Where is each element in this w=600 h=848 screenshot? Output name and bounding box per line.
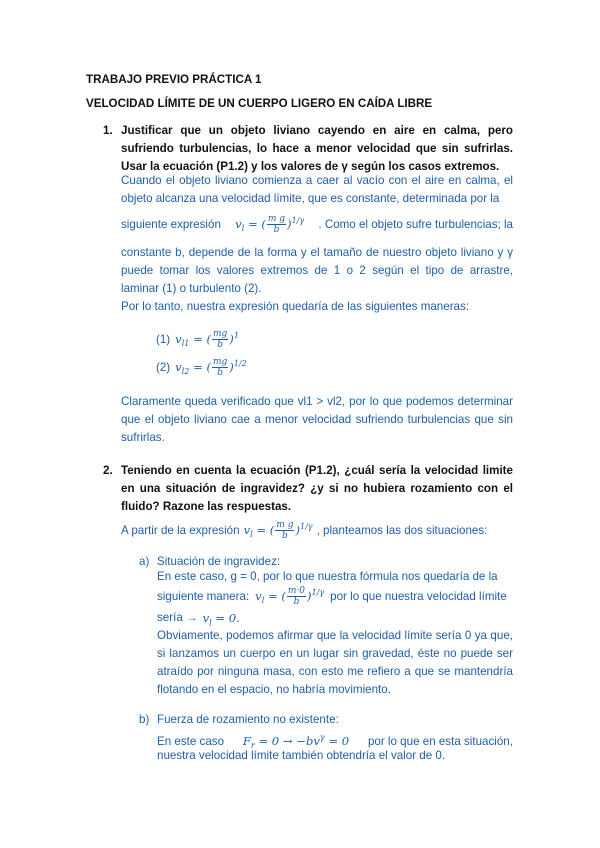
formula-velocity-limit-2: $v_l$ = ( $\frac{\text{m g}}{b}$ )$^{1/\gamma}$ xyxy=(243,520,313,542)
case-a-line-2-pre: siguiente manera: xyxy=(157,590,250,603)
question-2-number: 2. xyxy=(103,464,113,477)
case-a-line-2-post: por lo que nuestra velocidad límite xyxy=(330,590,507,603)
document-title: TRABAJO PREVIO PRÁCTICA 1 xyxy=(86,73,262,86)
answer-2-intro-pre: A partir de la expresión xyxy=(121,524,240,537)
answer-2-intro-post: , planteamos las dos situaciones: xyxy=(316,524,488,537)
case-a-mark: a) xyxy=(139,555,150,568)
formula-velocity-limit: $v_l$ = ( $\frac{\text{m g}}{b}$ )$^{1/\gamma}$ xyxy=(235,214,305,236)
equation-2 xyxy=(156,354,247,382)
case-a-line-2 xyxy=(157,582,513,612)
case-a-explanation: Obviamente, podemos afirmar que la velocidad límite sería 0 ya que, si lanzamos un cuerpo en un lugar sin gravedad, éste no puede ser atraído por ninguna masa, con esto me refiero a que se mantendría flotando en el espacio, no habría movimiento. xyxy=(157,629,513,696)
answer-1-expr-post: . Como el objeto sufre turbulencias; la xyxy=(318,218,513,231)
case-a-line-3-pre: sería → xyxy=(157,611,198,624)
question-2-text: Teniendo en cuenta la ecuación (P1.2), ¿cuál sería la velocidad limite en una situación de ingravidez? ¿y si no hubiera rozamiento con el fluido? Razone las respuestas. xyxy=(121,464,513,513)
case-b-line-1-post: por lo que en esta situación, xyxy=(367,735,513,749)
case-a-line-1: En este caso, g = 0, por lo que nuestra fórmula nos quedaría de la xyxy=(157,570,498,583)
answer-1-para-3: constante b, depende de la forma y el tamaño de nuestro objeto liviano y γ puede tomar los valores extremos de 1 o 2 según el tipo de arrastre, laminar (1) o turbulento (2). xyxy=(121,246,513,295)
answer-1-para-1: Cuando el objeto liviano comienza a caer al vacío con el aire en calma, el objeto alcanza una velocidad límite, que es constante, determinada por la xyxy=(121,174,513,205)
equation-1-label: (1) xyxy=(156,333,171,346)
answer-1-expr-pre: siguiente expresión xyxy=(121,218,221,231)
answer-2-intro xyxy=(121,514,487,548)
question-1-text: Justificar que un objeto liviano cayendo en aire en calma, pero sufriendo turbulencias, lo hace a menor velocidad que sin sufrirlas. Usar la ecuación (P1.2) y los valores de γ según los casos extremos. xyxy=(121,124,513,173)
case-b-line-1-pre: En este caso xyxy=(157,735,225,749)
case-b-title: Fuerza de rozamiento no existente: xyxy=(157,713,339,726)
answer-1-para-4: Por lo tanto, nuestra expresión quedaría de las siguientes maneras: xyxy=(121,300,470,313)
answer-1-conclusion: Claramente queda verificado que vl1 > vl2, por lo que podemos determinar que el objeto liviano cae a menor velocidad sufriendo turbulencias que sin sufrirlas. xyxy=(121,395,513,444)
document-subtitle: VELOCIDAD LÍMITE DE UN CUERPO LIGERO EN CAÍDA LIBRE xyxy=(86,97,433,110)
formula-weightless: $v_l$ = ( $\frac{m\cdot 0}{b}$ )$^{1/\gamma}$ xyxy=(255,586,325,608)
equation-2-label: (2) xyxy=(156,361,171,374)
answer-1-line-expression xyxy=(121,208,513,242)
case-b-mark: b) xyxy=(139,713,150,726)
formula-result-zero: $v_l = 0$. xyxy=(202,611,240,628)
formula-no-friction: $F_r = 0 \to -bv^\gamma = 0$ xyxy=(242,733,350,751)
case-a-title: Situación de ingravidez: xyxy=(157,555,281,568)
equation-2-formula: $v_{l2}$ = ( $\frac{mg}{b}$ )$^{1/2}$ xyxy=(175,357,247,379)
equation-1-formula: $v_{l1}$ = ( $\frac{mg}{b}$ )$^1$ xyxy=(175,329,239,351)
question-1-number: 1. xyxy=(103,124,113,137)
equation-1 xyxy=(156,326,239,354)
case-b-line-2: nuestra velocidad límite también obtendría el valor de 0. xyxy=(157,749,446,762)
